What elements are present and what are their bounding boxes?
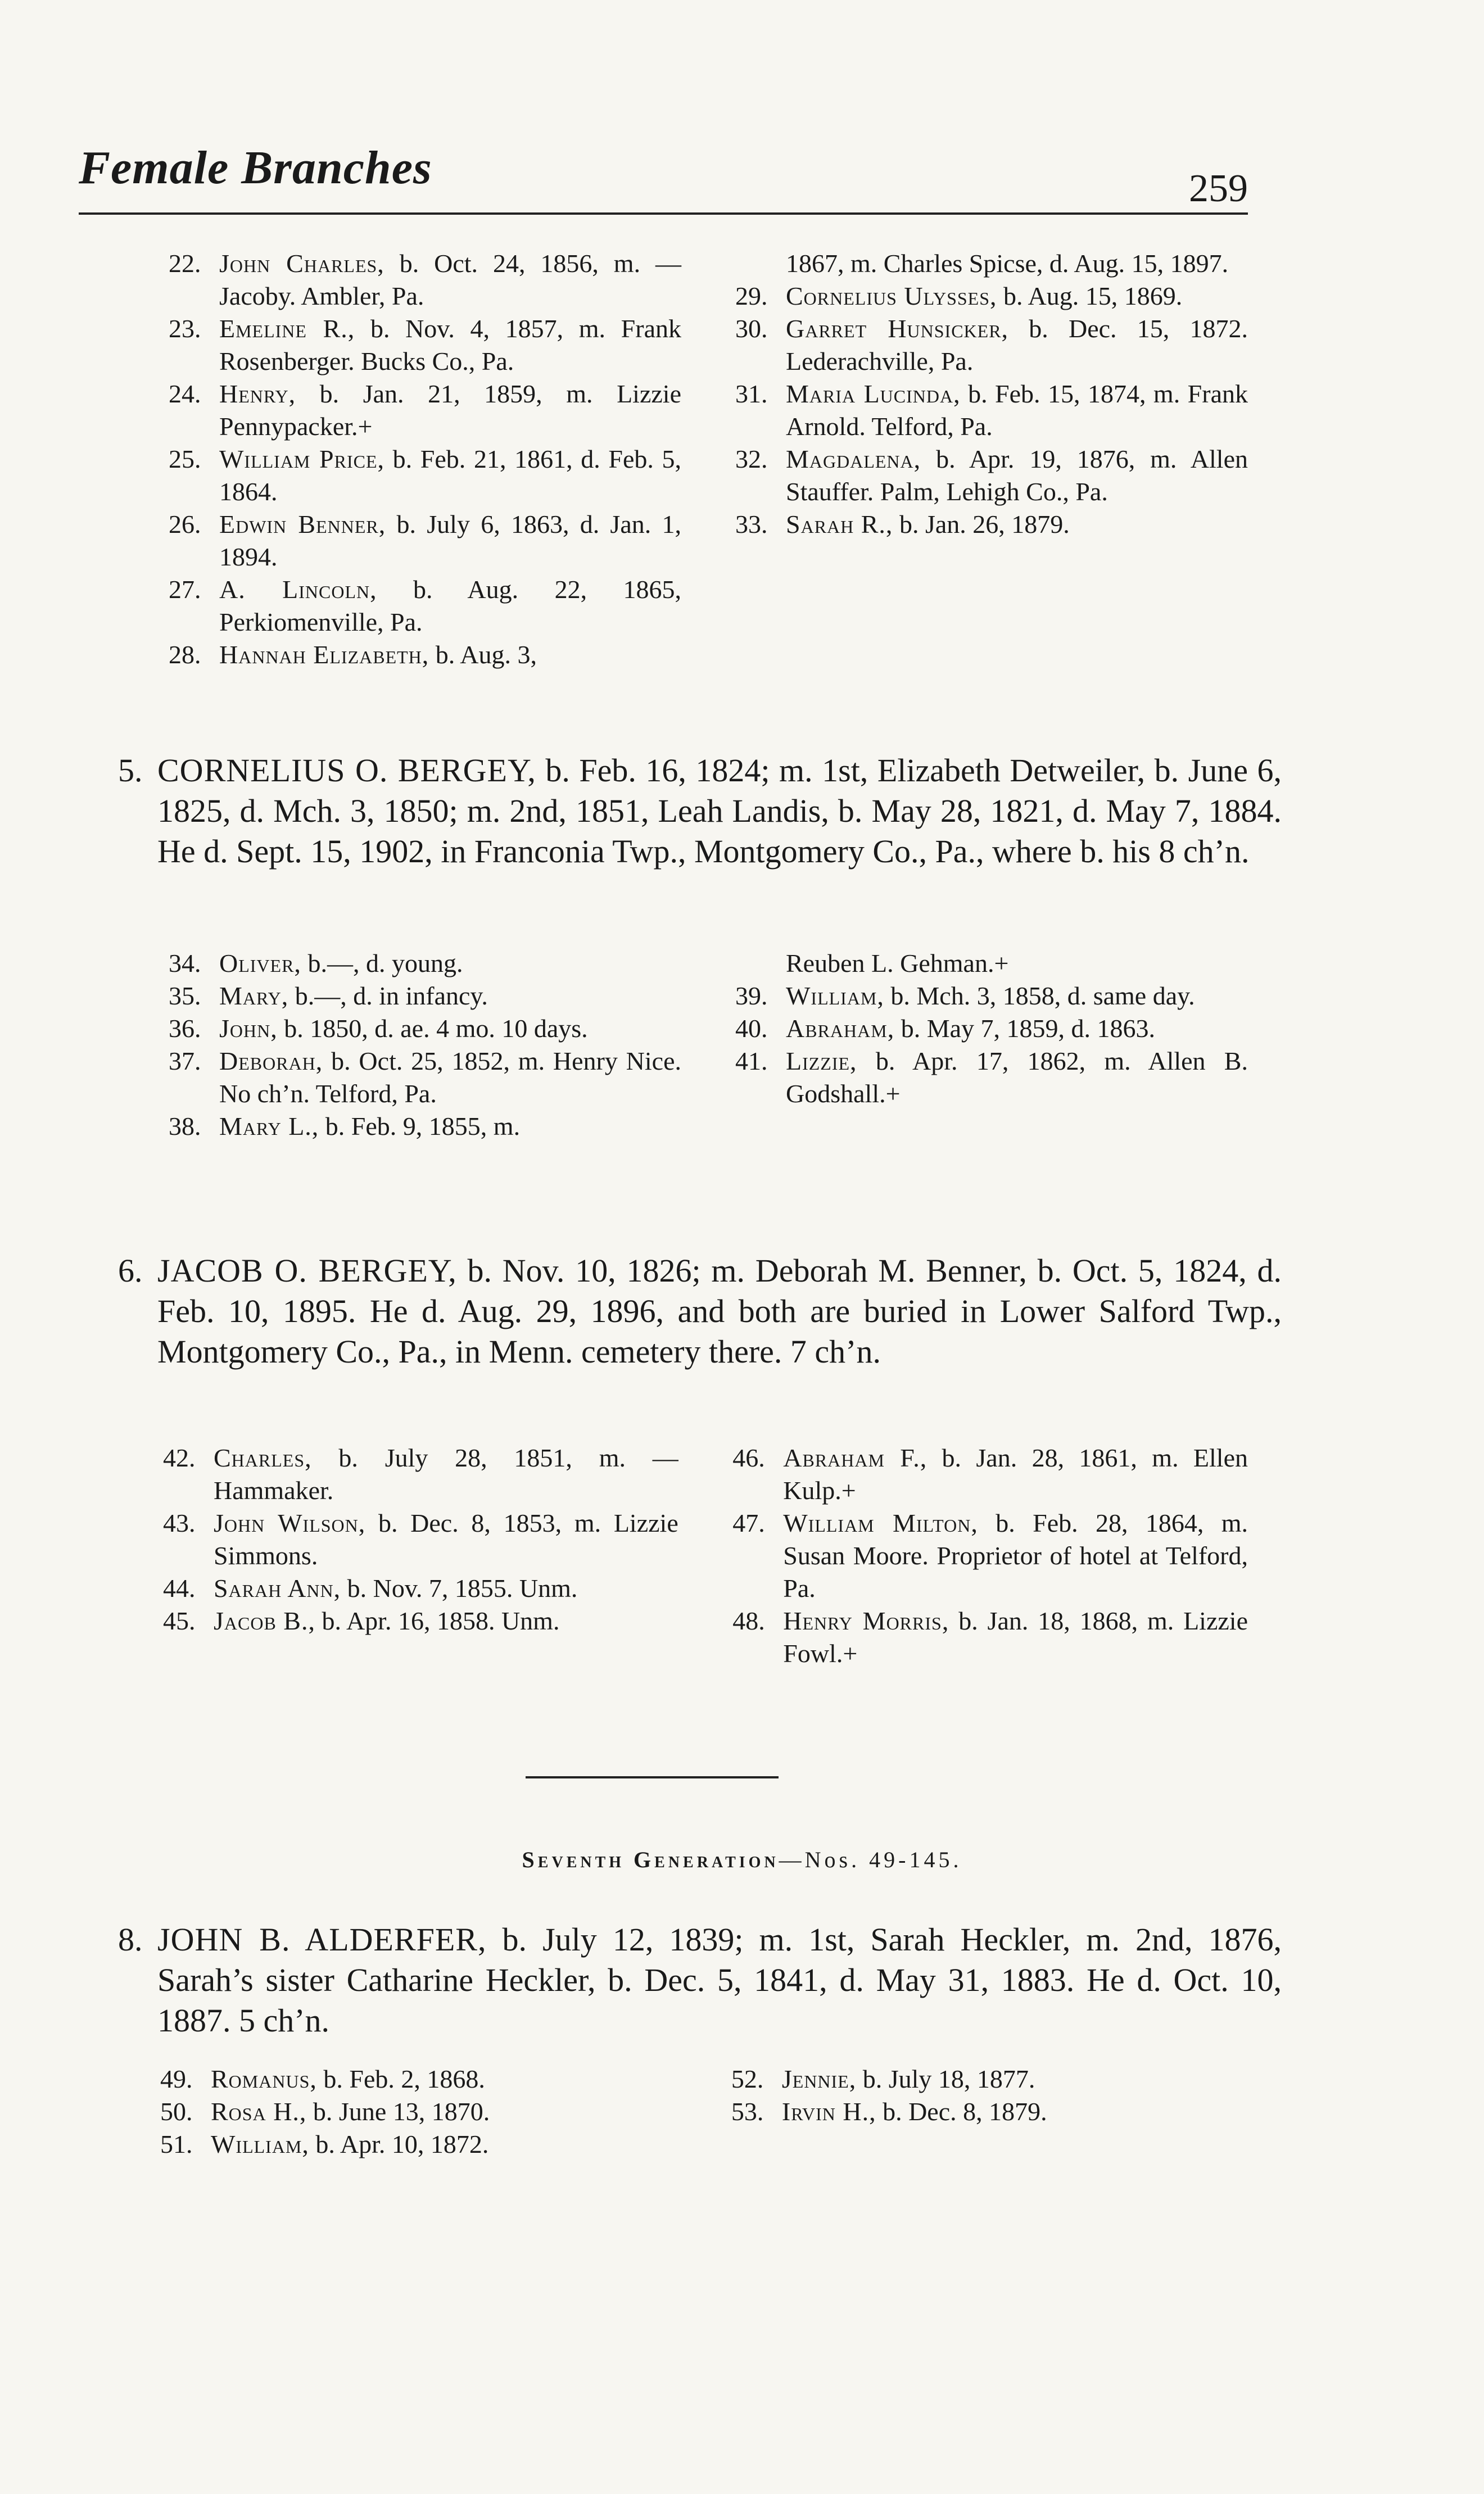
children-column-left bbox=[163, 1442, 678, 1670]
children-column-right bbox=[731, 2063, 1248, 2161]
child-entry: 48. Henry Morris, b. Jan. 18, 1868, m. Lizzie Fowl.+ bbox=[732, 1606, 1248, 1668]
child-entry: 34. Oliver, b.—, d. young. bbox=[169, 949, 463, 977]
children-block-4 bbox=[160, 2063, 1248, 2161]
children-column-left bbox=[169, 947, 681, 1143]
page-number: 259 bbox=[1189, 167, 1248, 210]
child-entry: 32. Magdalena, b. Apr. 19, 1876, m. Allen Stauffer. Palm, Lehigh Co., Pa. bbox=[735, 445, 1248, 506]
child-entry: 41. Lizzie, b. Apr. 17, 1862, m. Allen B. Godshall.+ bbox=[735, 1047, 1248, 1108]
child-entry: 40. Abraham, b. May 7, 1859, d. 1863. bbox=[735, 1014, 1156, 1043]
child-entry: 38. Mary L., b. Feb. 9, 1855, m. bbox=[169, 1112, 521, 1140]
child-entry: 35. Mary, b.—, d. in infancy. bbox=[169, 981, 488, 1010]
child-entry: 25. William Price, b. Feb. 21, 1861, d. Feb. 5, 1864. bbox=[169, 445, 682, 506]
child-entry: 51. William, b. Apr. 10, 1872. bbox=[160, 2130, 489, 2158]
family-entry-6: 6. JACOB O. BERGEY, b. Nov. 10, 1826; m. Deborah M. Benner, b. Oct. 5, 1824, d. Feb. 10, 1895. He d. Aug. 29, 1896, and both are buried in Lower Salford Twp., Montgomery Co., Pa., in Menn. cemetery there. 7 ch’n. bbox=[118, 1252, 1282, 1370]
child-entry: 37. Deborah, b. Oct. 25, 1852, m. Henry Nice. No ch’n. Telford, Pa. bbox=[169, 1047, 681, 1108]
children-block-2 bbox=[169, 947, 1248, 1143]
child-entry: 36. John, b. 1850, d. ae. 4 mo. 10 days. bbox=[169, 1014, 588, 1043]
children-block-1 bbox=[169, 247, 1248, 671]
child-entry: 27. A. Lincoln, b. Aug. 22, 1865, Perkiomenville, Pa. bbox=[169, 575, 681, 636]
family-entry-8: 8. JOHN B. ALDERFER, b. July 12, 1839; m. 1st, Sarah Heckler, m. 2nd, 1876, Sarah’s sister Catharine Heckler, b. Dec. 5, 1841, d. May 31, 1883. He d. Oct. 10, 1887. 5 ch’n. bbox=[118, 1921, 1282, 2039]
page-header bbox=[79, 129, 1248, 225]
child-entry: 28. Hannah Elizabeth, b. Aug. 3, bbox=[169, 640, 537, 669]
child-entry: 24. Henry, b. Jan. 21, 1859, m. Lizzie Pennypacker.+ bbox=[169, 379, 681, 441]
child-entry: 46. Abraham F., b. Jan. 28, 1861, m. Ellen Kulp.+ bbox=[732, 1443, 1248, 1505]
children-column-right bbox=[735, 947, 1248, 1143]
child-entry: 50. Rosa H., b. June 13, 1870. bbox=[160, 2097, 490, 2126]
child-entry: 43. John Wilson, b. Dec. 8, 1853, m. Lizzie Simmons. bbox=[163, 1509, 678, 1570]
child-entry: 45. Jacob B., b. Apr. 16, 1858. Unm. bbox=[163, 1606, 560, 1635]
children-column-right bbox=[732, 1442, 1248, 1670]
child-entry: 29. Cornelius Ulysses, b. Aug. 15, 1869. bbox=[735, 282, 1183, 310]
section-title: Female Branches bbox=[79, 142, 432, 194]
child-entry: 47. William Milton, b. Feb. 28, 1864, m. Susan Moore. Proprietor of hotel at Telford, Pa. bbox=[732, 1509, 1248, 1603]
child-entry: 33. Sarah R., b. Jan. 26, 1879. bbox=[735, 510, 1070, 538]
child-entry: 31. Maria Lucinda, b. Feb. 15, 1874, m. Frank Arnold. Telford, Pa. bbox=[735, 379, 1248, 441]
child-entry: 44. Sarah Ann, b. Nov. 7, 1855. Unm. bbox=[163, 1574, 578, 1603]
family-entry-5: 5. CORNELIUS O. BERGEY, b. Feb. 16, 1824; m. 1st, Elizabeth Detweiler, b. June 6, 1825, d. Mch. 3, 1850; m. 2nd, 1851, Leah Landis, b. May 28, 1821, d. May 7, 1884. He d. Sept. 15, 1902, in Franconia Twp., Montgomery Co., Pa., where b. his 8 ch’n. bbox=[118, 752, 1282, 870]
children-column-left bbox=[169, 247, 681, 671]
child-entry-continued: 1867, m. Charles Spicse, d. Aug. 15, 1897. bbox=[786, 249, 1229, 278]
child-entry: 26. Edwin Benner, b. July 6, 1863, d. Jan. 1, 1894. bbox=[169, 510, 682, 571]
header-rule bbox=[79, 212, 1248, 215]
child-entry: 22. John Charles, b. Oct. 24, 1856, m. — Jacoby. Ambler, Pa. bbox=[169, 249, 681, 310]
child-entry-continued: Reuben L. Gehman.+ bbox=[786, 949, 1009, 977]
child-entry: 39. William, b. Mch. 3, 1858, d. same day. bbox=[735, 981, 1195, 1010]
children-column-right bbox=[735, 247, 1248, 671]
children-block-3 bbox=[163, 1442, 1248, 1670]
child-entry: 23. Emeline R., b. Nov. 4, 1857, m. Frank Rosenberger. Bucks Co., Pa. bbox=[169, 314, 681, 375]
child-entry: 52. Jennie, b. July 18, 1877. bbox=[731, 2065, 1035, 2093]
child-entry: 30. Garret Hunsicker, b. Dec. 15, 1872. Lederachville, Pa. bbox=[735, 314, 1248, 375]
child-entry: 53. Irvin H., b. Dec. 8, 1879. bbox=[731, 2097, 1047, 2126]
children-column-left bbox=[160, 2063, 677, 2161]
child-entry: 42. Charles, b. July 28, 1851, m. — Hammaker. bbox=[163, 1443, 678, 1505]
section-separator bbox=[526, 1776, 779, 1778]
child-entry: 49. Romanus, b. Feb. 2, 1868. bbox=[160, 2065, 485, 2093]
generation-heading: Seventh Generation—Nos. 49-145. bbox=[522, 1847, 962, 1872]
